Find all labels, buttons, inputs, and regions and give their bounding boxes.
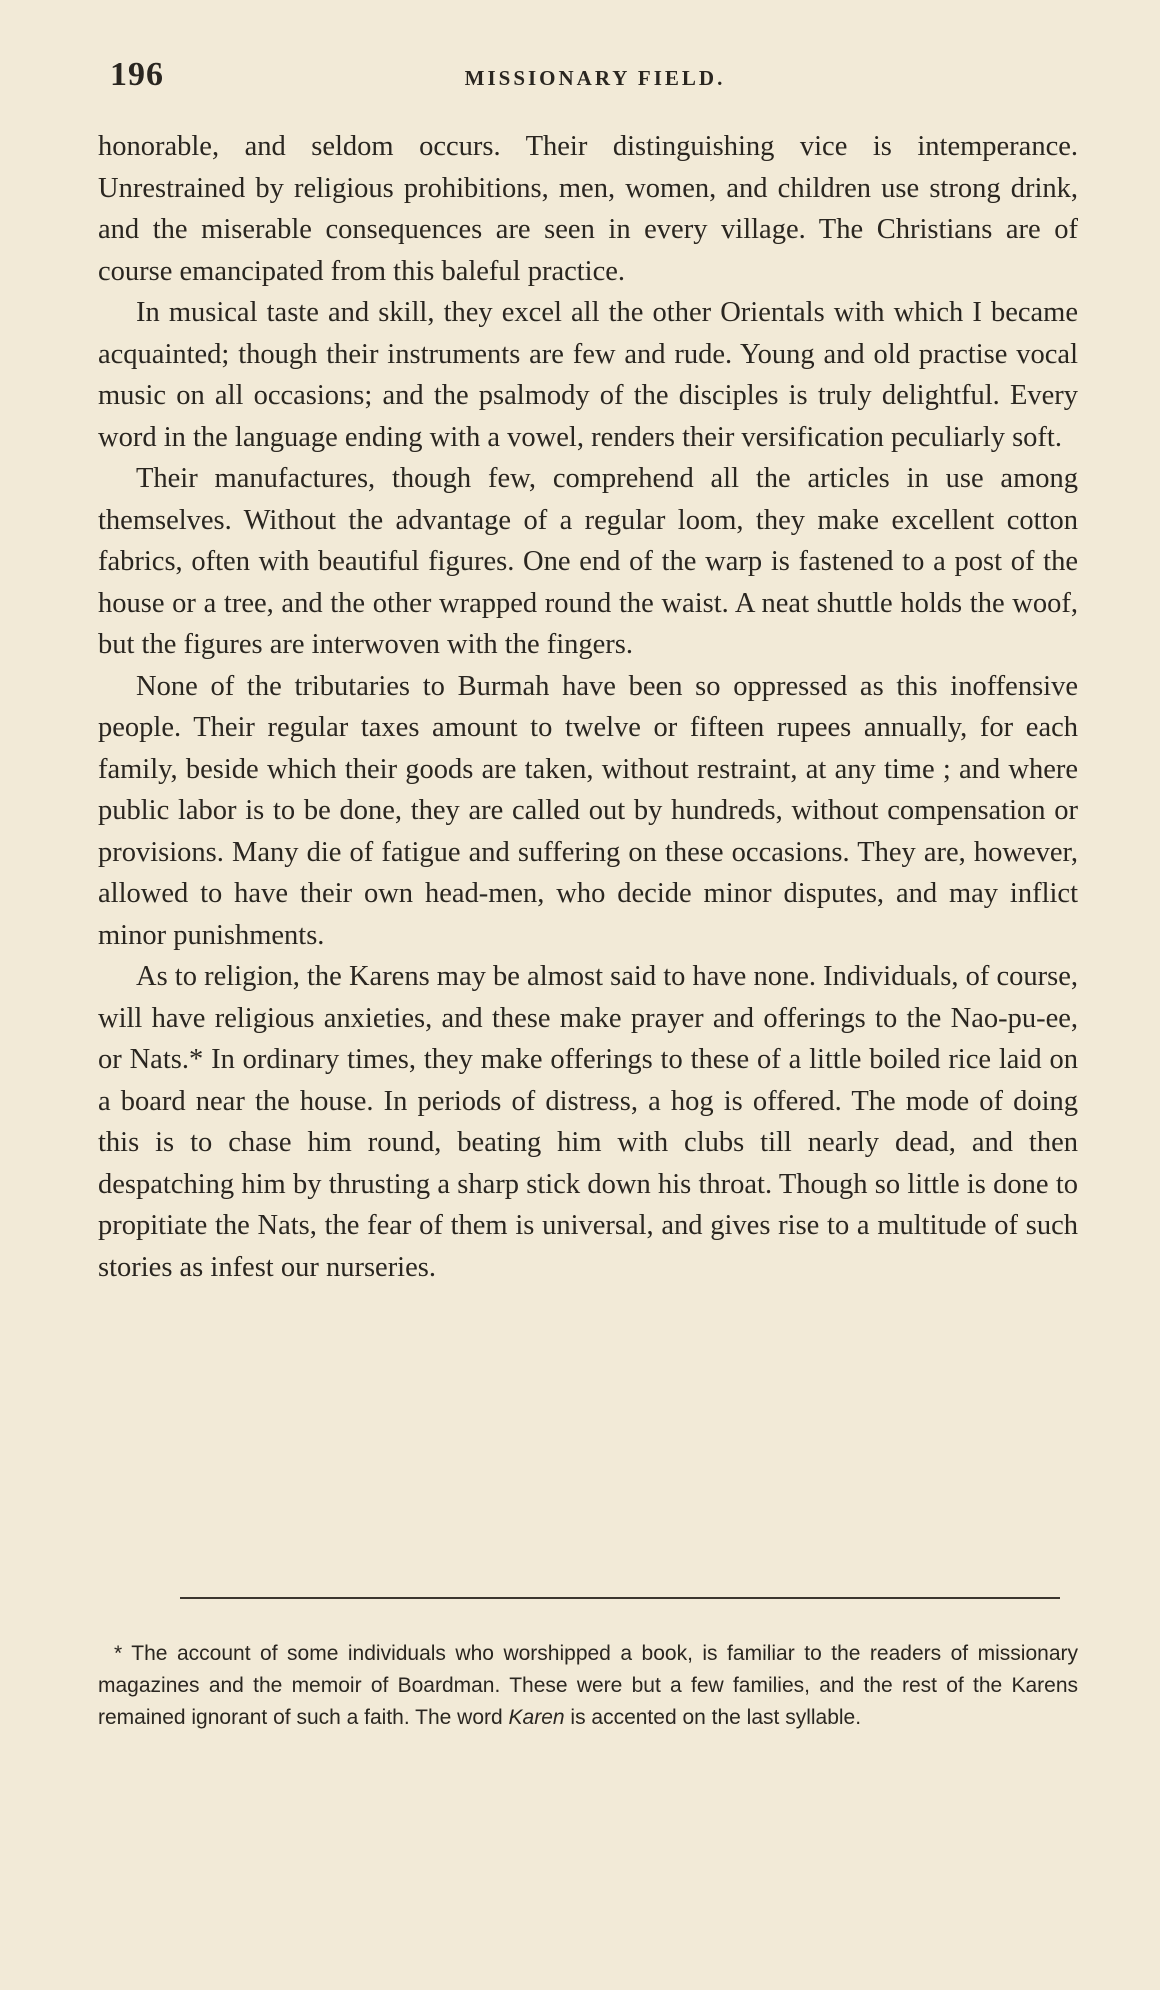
paragraph: In musical taste and skill, they excel all the other Orientals with which I became acquainted; though their instruments are few and rude. Young and old practise vocal music on all occasions; and the psalmody of the disciples is truly delightful. Every word in the language ending with a vowel, renders their versification peculiarly soft. — [98, 297, 1078, 453]
paragraph: As to religion, the Karens may be almost said to have none. Individuals, of course, will have religious anxieties, and these make prayer and offerings to the Nao-pu-ee, or Nats.* In ordinary times, they make offerings to these of a little boiled rice laid on a board near the house. In periods of distress, a hog is offered. The mode of doing this is to chase him round, beating him with clubs till nearly dead, and then despatching him by thrusting a sharp stick down his throat. Though so little is done to propitiate the Nats, the fear of them is universal, and gives rise to a multitude of such stories as infest our nurseries. — [98, 961, 1078, 1283]
footnote-paragraph — [98, 1638, 1078, 1734]
body-text — [98, 126, 1078, 1288]
footnote-italic-word: Karen — [508, 1706, 565, 1729]
page-header — [110, 56, 1080, 100]
running-title: MISSIONARY FIELD. — [464, 66, 726, 90]
footnote-text-after: is accented on the last syllable. — [564, 1706, 862, 1729]
page-number: 196 — [110, 56, 164, 93]
footnote-divider — [180, 1597, 1060, 1599]
paragraph: honorable, and seldom occurs. Their distinguishing vice is intemperance. Unrestrained by religious prohibitions, men, women, and children use strong drink, and the miserable consequences are seen in every village. The Christians are of course emancipated from this baleful practice. — [98, 131, 1078, 287]
paragraph: Their manufactures, though few, comprehend all the articles in use among themselves. Without the advantage of a regular loom, they make excellent cotton fabrics, often with beautiful figures. One end of the warp is fastened to a post of the house or a tree, and the other wrapped round the waist. A neat shuttle holds the woof, but the figures are interwoven with the fingers. — [98, 463, 1078, 660]
footnote — [98, 1638, 1078, 1734]
footnote-text-before: * The account of some individuals who worshipped a book, is familiar to the readers of missionary magazines and the memoir of Boardman. These were but a few families, and the rest of the Karens remained ignorant of such a faith. The word — [98, 1642, 1078, 1729]
paragraph: None of the tributaries to Burmah have been so oppressed as this inoffensive people. Their regular taxes amount to twelve or fifteen rupees annually, for each family, beside which their goods are taken, without restraint, at any time ; and where public labor is to be done, they are called out by hundreds, without compensation or provisions. Many die of fatigue and suffering on these occasions. They are, however, allowed to have their own head-men, who decide minor disputes, and may inflict minor punishments. — [98, 670, 1078, 951]
